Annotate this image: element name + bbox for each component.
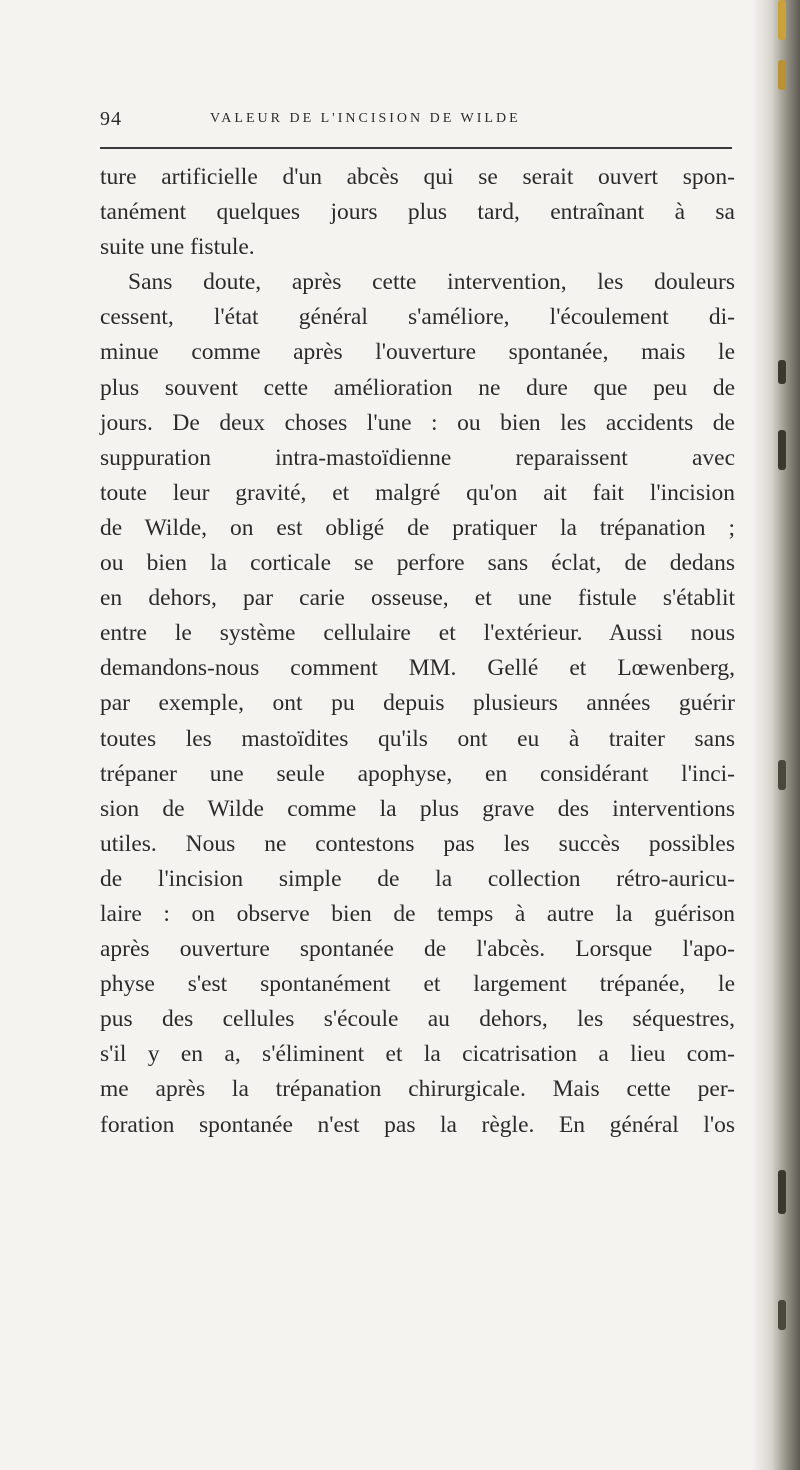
text-line: suppuration intra-mastoïdienne reparaissent avec [100,444,735,471]
binding-mark [778,760,786,790]
text-line: utiles. Nous ne contestons pas les succès possibles [100,830,735,857]
text-line: cessent, l'état général s'améliore, l'écoulement di- [100,304,735,331]
text-line: demandons-nous comment MM. Gellé et Lœwenberg, [100,655,735,682]
text-line: trépaner une seule apophyse, en considérant l'inci- [100,760,735,787]
text-line: laire : on observe bien de temps à autre la guérison [100,900,735,927]
text-line: toutes les mastoïdites qu'ils ont eu à traiter sans [100,725,735,752]
text-line: sion de Wilde comme la plus grave des interventions [100,795,735,822]
header-rule [100,147,732,149]
text-line: me après la trépanation chirurgicale. Mais cette per- [100,1076,735,1103]
text-line: minue comme après l'ouverture spontanée, mais le [100,339,735,366]
body-text [100,160,735,1143]
text-line: par exemple, ont pu depuis plusieurs années guérir [100,690,735,717]
text-line: s'il y en a, s'éliminent et la cicatrisation a lieu com- [100,1041,735,1068]
binding-mark [778,1300,786,1330]
text-line: de Wilde, on est obligé de pratiquer la trépanation ; [100,514,735,541]
text-line: suite une fistule. [100,234,255,261]
page-header [100,108,730,130]
binding-mark [778,1170,786,1214]
text-line: pus des cellules s'écoule au dehors, les séquestres, [100,1006,735,1033]
text-line: foration spontanée n'est pas la règle. En général l'os [100,1111,735,1138]
page-binding-shadow [752,0,800,1470]
binding-mark [778,60,786,90]
binding-mark [778,0,786,40]
text-line: entre le système cellulaire et l'extérieur. Aussi nous [100,620,735,647]
text-line: Sans doute, après cette intervention, les douleurs [128,269,735,296]
text-line: jours. De deux choses l'une : ou bien les accidents de [100,409,735,436]
text-line: ou bien la corticale se perfore sans éclat, de dedans [100,550,735,577]
binding-mark [778,430,786,470]
text-line: toute leur gravité, et malgré qu'on ait fait l'incision [100,479,735,506]
text-line: physe s'est spontanément et largement trépanée, le [100,971,735,998]
running-title: VALEUR DE L'INCISION DE WILDE [210,111,521,126]
text-line: tanément quelques jours plus tard, entraînant à sa [100,199,735,226]
text-line: en dehors, par carie osseuse, et une fistule s'établit [100,585,735,612]
page-number: 94 [100,108,122,130]
text-line: de l'incision simple de la collection rétro-auricu- [100,865,735,892]
binding-mark [778,360,786,384]
text-line: ture artificielle d'un abcès qui se serait ouvert spon- [100,164,735,190]
text-line: après ouverture spontanée de l'abcès. Lorsque l'apo- [100,936,735,963]
text-line: plus souvent cette amélioration ne dure que peu de [100,374,735,401]
